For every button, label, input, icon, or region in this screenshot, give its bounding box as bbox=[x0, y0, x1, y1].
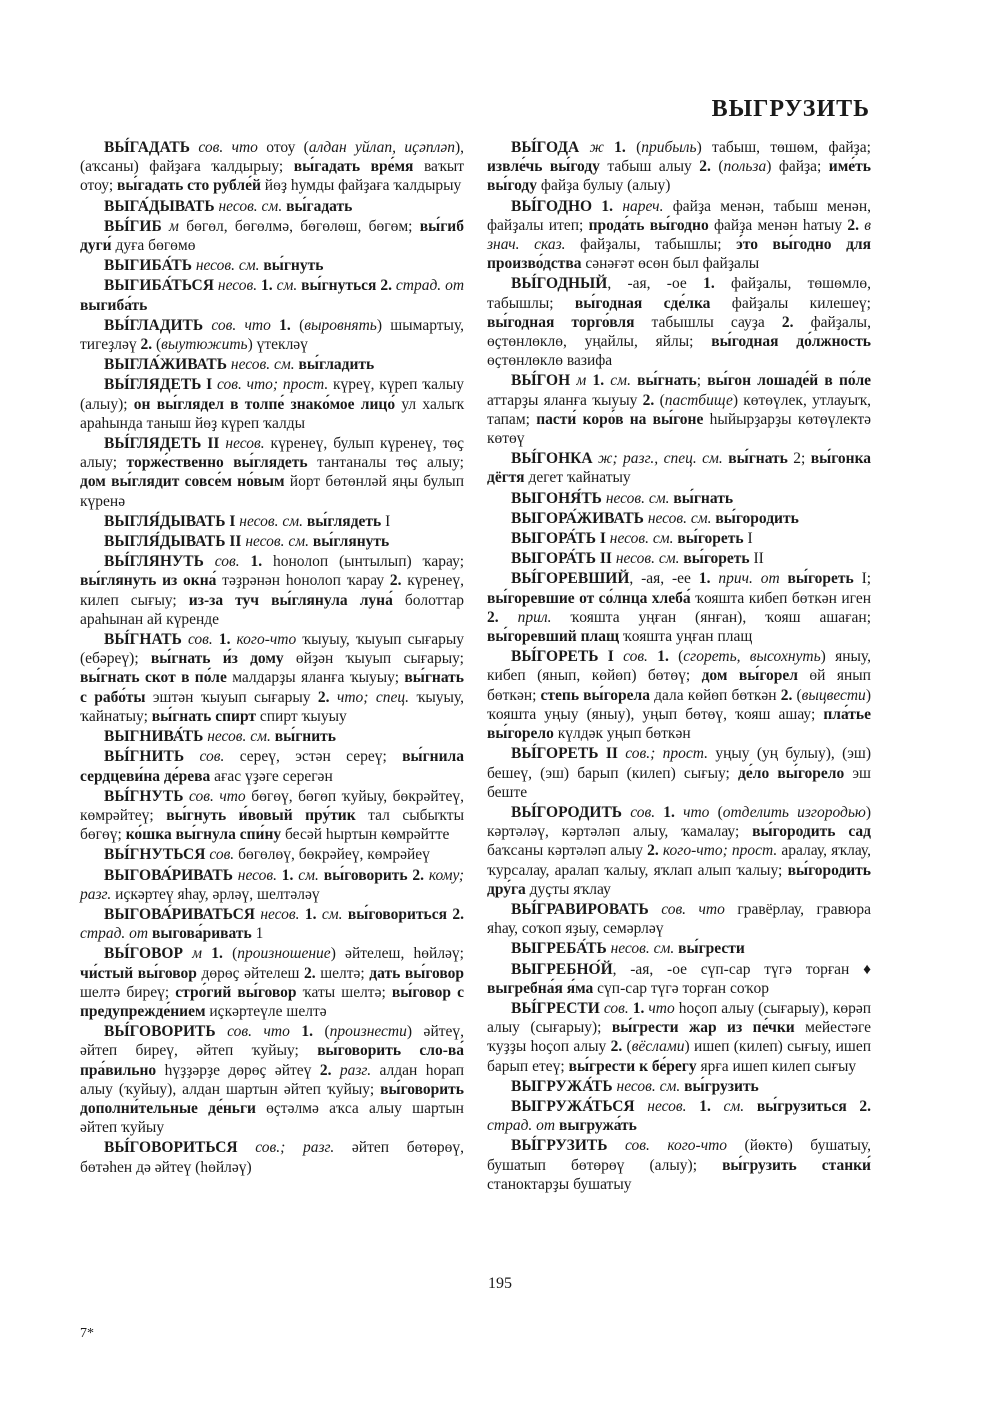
dictionary-entry: ВЫ́ГЛЯДЕТЬ I сов. что; прост. күреү, күреп ҡалыу (алыу); он вы́глядел в толпе́ знако́мое лицо́ ул халыҡ араһында таныш йөҙ күреп ҡалды bbox=[80, 376, 465, 432]
dictionary-entry: ВЫГРУЖА́ТЬСЯ несов. 1. см. вы́грузиться 2. страд. от выгружа́ть bbox=[487, 1097, 872, 1135]
dictionary-entry: ВЫГРЕБНО́Й, -ая, -ое сүп-сар түгә торған ♦ выгребна́я я́ма сүп-сар түгә торған соҡор bbox=[487, 960, 871, 997]
dictionary-entry: ВЫ́ГОРЕТЬ II сов.; прост. уңыу (уң булыу), (эш) бешеү, (эш) барып (килеп) сығыу; де́ло вы́горело эш беште bbox=[487, 745, 871, 801]
dictionary-entry: ВЫ́ГОНКА ж; разг., спец. см. вы́гнать 2; вы́гонка дёгтя дегет ҡайнатыу bbox=[487, 450, 872, 487]
dictionary-entry: ВЫ́ГЛЯНУТЬ сов. 1. һонолоп (ынтылып) ҡарау; вы́глянуть из окна́ тәҙрәнән һонолоп ҡарау 2. күренеү, килеп сығыу; из-за туч вы́глянула луна́ болоттар араһынан ай күренде bbox=[80, 553, 465, 628]
dictionary-entry: ВЫ́ГНУТЬСЯ сов. бөгөлөү, бөкрәйеү, көмрәйеү bbox=[104, 846, 430, 864]
dictionary-entry: ВЫГОРА́ЖИВАТЬ несов. см. вы́городить bbox=[511, 509, 799, 527]
dictionary-entry: ВЫГОВА́РИВАТЬСЯ несов. 1. см. вы́говориться 2. страд. от выгова́ривать 1 bbox=[80, 905, 465, 943]
dictionary-entry: ВЫГРЕБА́ТЬ несов. см. вы́грести bbox=[511, 940, 745, 958]
dictionary-entry: ВЫГОРА́ТЬ I несов. см. вы́гореть I bbox=[511, 530, 753, 548]
dictionary-entry: ВЫГЛЯ́ДЫВАТЬ II несов. см. вы́глянуть bbox=[104, 533, 390, 551]
dictionary-entry: ВЫГОРА́ТЬ II несов. см. вы́гореть II bbox=[511, 550, 764, 568]
dictionary-entry: ВЫ́ГОДНО 1. нареч. файҙа менән, табыш менән, файҙалы итеп; прода́ть вы́годно файҙа менән һатыу 2. в знач. сказ. файҙалы, табышлы; э́то вы́годно для произво́дства сәнәғәт өсөн был файҙалы bbox=[487, 197, 872, 273]
dictionary-entry: ВЫГРУЖА́ТЬ несов. см. вы́грузить bbox=[511, 1077, 759, 1095]
dictionary-entry: ВЫ́ГОВОР м 1. (произношение) әйтелеш, һөйләү; чи́стый вы́говор дөрөҫ әйтелеш 2. шелтә; дать вы́говор шелтә биреү; стро́гий вы́говор ҡаты шелтә; вы́говор с предупрежде́нием иҫкәртеүле шелтә bbox=[80, 945, 464, 1020]
dictionary-entry: ВЫ́ГРЕСТИ сов. 1. что һоҫоп алыу (сығарыу), көрәп алыу (сығарыу); вы́грести жар из пе́чки мейестәге ҡуҙҙы һоҫоп алыу 2. (вёслами) ишеп (килеп) сығыу, ишеп барып етеү; вы́грести к бе́регу ярға ишеп килеп сығыу bbox=[487, 999, 872, 1075]
dictionary-entry: ВЫГОНЯ́ТЬ несов. см. вы́гнать bbox=[511, 489, 734, 507]
dictionary-entry: ВЫ́ГИБ м бөгөл, бөгөлмә, бөгөлөш, бөгөм; вы́гиб дуги́ дуға бөгөмө bbox=[80, 217, 464, 255]
dictionary-entry: ВЫ́ГОВОРИТЬ сов. что 1. (произнести) әйтеү, әйтеп биреү, әйтеп ҡуйыу; вы́говорить сло-ва́ пра́вильно һүҙҙәрҙе дөрөҫ әйтеү 2. разг. алдан һорап алыу (ҡуйыу), алдан шартын әйтеп ҡуйыу; вы́говорить дополни́тельные де́ньги өҫтәлмә аҡса алыу шартын әйтеп ҡуйыу bbox=[80, 1023, 465, 1137]
dictionary-entry: ВЫГНИВА́ТЬ несов. см. вы́гнить bbox=[104, 728, 336, 746]
dictionary-entry: ВЫ́ГНАТЬ сов. 1. кого-что ҡыуыу, ҡыуып сығарыу (ебәреү); вы́гнать и́з дому өйҙән ҡыуып сығарыу; вы́гнать скот в по́ле малдарҙы яланға ҡыуыу; вы́гнать с рабо́ты эштән ҡыуып сығарыу 2. что; спец. ҡыуыу, ҡайнатыу; вы́гнать спирт спирт ҡыуыу bbox=[80, 631, 465, 725]
dictionary-entry: ВЫГОВА́РИВАТЬ несов. 1. см. вы́говорить 2. кому; разг. иҫкәртеү яһау, әрләү, шелтәләү bbox=[80, 866, 464, 903]
dictionary-entry: ВЫ́ГЛЯДЕТЬ II несов. күренеү, булып күренеү, төҫ алыу; торже́ственно вы́глядеть тантаналы төҫ алыу; дом вы́глядит совсе́м но́вым йорт бөтөнләй яңы булып күренә bbox=[80, 435, 464, 510]
dictionary-entry: ВЫ́ГЛАДИТЬ сов. что 1. (выровнять) шымартыу, тигеҙләү 2. (выутюжить) үтекләү bbox=[80, 316, 465, 354]
dictionary-entry: ВЫ́ГОВОРИТЬСЯ сов.; разг. әйтеп бөтөрөү, бөтәһен дә әйтеү (һөйләү) bbox=[80, 1139, 464, 1176]
dictionary-entry: ВЫ́ГОДНЫЙ, -ая, -ое 1. файҙалы, төшөмлө, табышлы; вы́годная сде́лка файҙалы килешеү; вы́годная торго́вля табышлы сауҙа 2. файҙалы, өҫтөнлөклө, уңайлы, яйлы; вы́годная до́лжность өҫтөнлөклө вазифа bbox=[487, 275, 872, 370]
dictionary-entry: ВЫ́ГРУЗИТЬ сов. кого-что (йөктө) бушатыу, бушатып бөтөрөү (алыу); вы́грузить станки́ станоктарҙы бушатыу bbox=[487, 1137, 871, 1193]
left-column bbox=[80, 138, 464, 1178]
right-column bbox=[487, 138, 871, 1195]
dictionary-entry: ВЫ́ГОРОДИТЬ сов. 1. что (отделить изгородью) кәртәләү, кәртәләп алыу, ҡамалау; вы́городить сад баҡсаны кәртәләп алыу 2. кого-что; прост. аралау, яҡлау, ҡурсалау, аралап ҡалыу, яҡлап алып ҡалыу; вы́городить дру́га дуҫты яҡлау bbox=[487, 803, 872, 898]
dictionary-entry: ВЫГЛЯ́ДЫВАТЬ I несов. см. вы́глядеть I bbox=[104, 512, 391, 530]
dictionary-entry: ВЫГА́ДЫВАТЬ несов. см. вы́гадать bbox=[104, 197, 353, 215]
dictionary-entry: ВЫ́ГНИТЬ сов. сереү, эстән сереү; вы́гнила сердцеви́на де́рева ағас үҙәге серегән bbox=[80, 748, 464, 785]
dictionary-entry: ВЫ́ГНУТЬ сов. что бөгөү, бөгөп ҡуйыу, бөкрәйтеү, көмрәйтеү; вы́гнуть и́вовый пру́тик тал сыбыҡты бөгөү; ко́шка вы́гнула спи́ну бесәй һыртын көмрәйтте bbox=[80, 787, 464, 844]
signature-mark: 7* bbox=[80, 1326, 94, 1341]
dictionary-entry: ВЫ́ГАДАТЬ сов. что отоу (алдан уйлап, иҫәпләп), (аҡсаны) файҙаға ҡалдырыу; вы́гадать вре́мя ваҡыт отоу; вы́гадать сто рубле́й йөҙ һумды файҙаға ҡалдырыу bbox=[80, 139, 465, 195]
dictionary-entry: ВЫГИБА́ТЬ несов. см. вы́гнуть bbox=[104, 257, 324, 275]
dictionary-entry: ВЫ́ГОДА ж 1. (прибыль) табыш, төшөм, файҙа; извле́чь вы́году табыш алыу 2. (польза) файҙа; име́ть вы́году файҙа булыу (алыу) bbox=[487, 139, 871, 195]
dictionary-entry: ВЫ́ГОРЕВШИЙ, -ая, -ее 1. прич. от вы́гореть I; вы́горевшие от со́лнца хлеба́ ҡояшта кибеп бөткән иген 2. прил. ҡояшта уңған (янған), ҡояш ашаған; вы́горевший плащ ҡояшта уңған плащ bbox=[487, 570, 872, 646]
dictionary-entry: ВЫ́ГРАВИРОВАТЬ сов. что гравёрлау, гравюра яһау, соҡоп яҙыу, семәрләү bbox=[487, 900, 871, 938]
dictionary-entry: ВЫГЛА́ЖИВАТЬ несов. см. вы́гладить bbox=[104, 356, 375, 374]
dictionary-entry: ВЫ́ГОН м 1. см. вы́гнать; вы́гон лошаде́й в по́ле аттарҙы яланға ҡыуыу 2. (пастбище) көтөүлек, утлауыҡ, тапам; пасти́ коро́в на вы́гоне һыйырҙарҙы көтөүлектә көтөү bbox=[487, 372, 872, 448]
dictionary-entry: ВЫ́ГОРЕТЬ I сов. 1. (сгореть, высохнуть) яныу, кибеп (янып, көйөп) бөтөү; дом вы́горел өй янып бөткән; степь вы́горела дала көйөп бөткән 2. (выцвести) ҡояшта уңыу (яныу), уңып бөтөү, ҡояш ашау; пла́тье вы́горело күлдәк уңып бөткән bbox=[487, 648, 872, 743]
page-number: 195 bbox=[488, 1275, 512, 1292]
running-head: ВЫГРУЗИТЬ bbox=[711, 96, 870, 122]
dictionary-entry: ВЫГИБА́ТЬСЯ несов. 1. см. вы́гнуться 2. страд. от выгиба́ть bbox=[80, 277, 465, 314]
